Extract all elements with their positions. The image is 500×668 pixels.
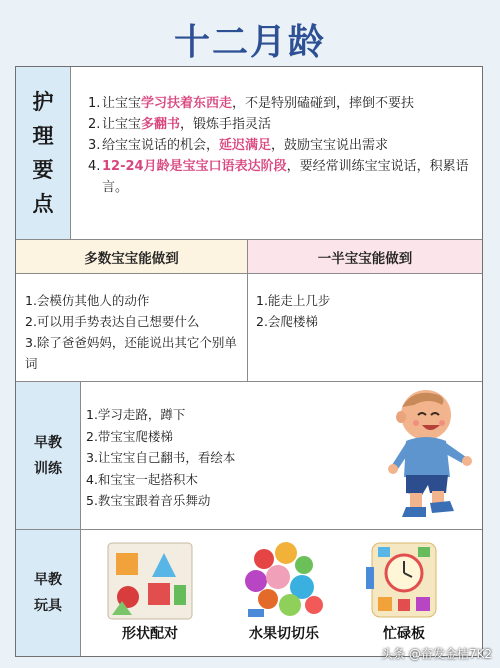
divider	[16, 381, 482, 382]
care-item-number: 3.	[88, 138, 101, 153]
care-label-char: 护	[32, 90, 54, 114]
highlighted-text: 延迟满足	[219, 138, 272, 153]
care-item-text	[102, 156, 478, 198]
divider	[80, 382, 81, 529]
fruit-cutting-icon	[238, 539, 330, 623]
shape-puzzle-icon	[104, 539, 196, 623]
half-babies-list	[256, 290, 476, 332]
care-item-text	[102, 93, 414, 114]
care-label-char: 点	[32, 192, 54, 216]
most-babies-list	[25, 290, 240, 374]
watermark: 头条 @奋发金桔7K2	[381, 647, 492, 661]
divider	[80, 530, 81, 656]
busy-board-icon	[364, 537, 444, 623]
list-item: 1.会模仿其他人的动作	[25, 293, 150, 308]
training-section-label	[16, 382, 80, 529]
care-item-text	[102, 135, 388, 156]
list-item: 1.能走上几步	[256, 293, 331, 308]
care-label-char: 理	[32, 124, 54, 148]
list-item: 2.可以用手势表达自己想要什么	[25, 314, 200, 329]
care-item-number: 4.	[88, 159, 101, 174]
list-item: 4.和宝宝一起搭积木	[86, 471, 198, 487]
list-item: 1.学习走路，蹲下	[86, 407, 186, 422]
label-line: 早教	[34, 572, 62, 588]
plain-text: 让宝宝	[102, 96, 142, 111]
divider	[247, 240, 248, 381]
plain-text: ，要经常训练宝宝说话，积累语言。	[102, 159, 469, 195]
care-label-text	[33, 85, 54, 221]
care-item	[88, 135, 478, 156]
content-card	[15, 66, 483, 657]
label-line: 训练	[34, 460, 62, 477]
care-section-label	[16, 67, 70, 239]
toys-label-text	[28, 567, 68, 619]
toy-name: 忙碌板	[383, 626, 425, 642]
list-item: 5.教宝宝跟着音乐舞动	[86, 493, 211, 508]
toy-name: 形状配对	[122, 626, 178, 642]
plain-text: ，锻炼手指灵活	[180, 117, 272, 132]
highlighted-text: 学习扶着东西走	[141, 96, 233, 111]
highlighted-text: 12-24月龄是宝宝口语表达阶段	[102, 159, 287, 174]
list-item: 2.带宝宝爬楼梯	[86, 428, 173, 444]
toys-section-label	[16, 530, 80, 656]
care-item	[88, 93, 478, 114]
label-line: 玩具	[34, 598, 62, 614]
list-item: 2.会爬楼梯	[256, 314, 318, 329]
toy-name: 水果切切乐	[249, 626, 319, 642]
care-item-text	[102, 114, 271, 135]
training-label-text	[28, 430, 68, 482]
highlighted-text: 多翻书	[141, 117, 181, 132]
plain-text: 给宝宝说话的机会，	[102, 138, 220, 153]
divider	[70, 67, 71, 239]
walking-toddler-illustration	[384, 385, 480, 525]
divider	[16, 529, 482, 530]
care-label-char: 要	[32, 158, 54, 182]
most-babies-header-text: 多数宝宝能做到	[84, 250, 179, 267]
most-babies-header	[16, 240, 247, 273]
list-item: 3.让宝宝自己翻书，看绘本	[86, 450, 236, 465]
care-item-number: 1.	[88, 96, 101, 111]
page-title: 十二月龄	[173, 22, 326, 63]
care-item	[88, 156, 478, 198]
care-list	[88, 93, 478, 198]
list-item: 3.除了爸爸妈妈，还能说出其它个别单词	[25, 335, 237, 371]
half-babies-header	[248, 240, 482, 273]
care-item	[88, 114, 478, 135]
label-line: 早教	[34, 434, 62, 451]
plain-text: ，鼓励宝宝说出需求	[271, 138, 389, 153]
half-babies-header-text: 一半宝宝能做到	[317, 250, 413, 267]
training-list	[86, 404, 235, 512]
divider	[16, 273, 482, 274]
care-item-number: 2.	[88, 117, 101, 132]
plain-text: 让宝宝	[102, 117, 142, 132]
plain-text: ，不是特别磕碰到，摔倒不要扶	[232, 96, 415, 111]
